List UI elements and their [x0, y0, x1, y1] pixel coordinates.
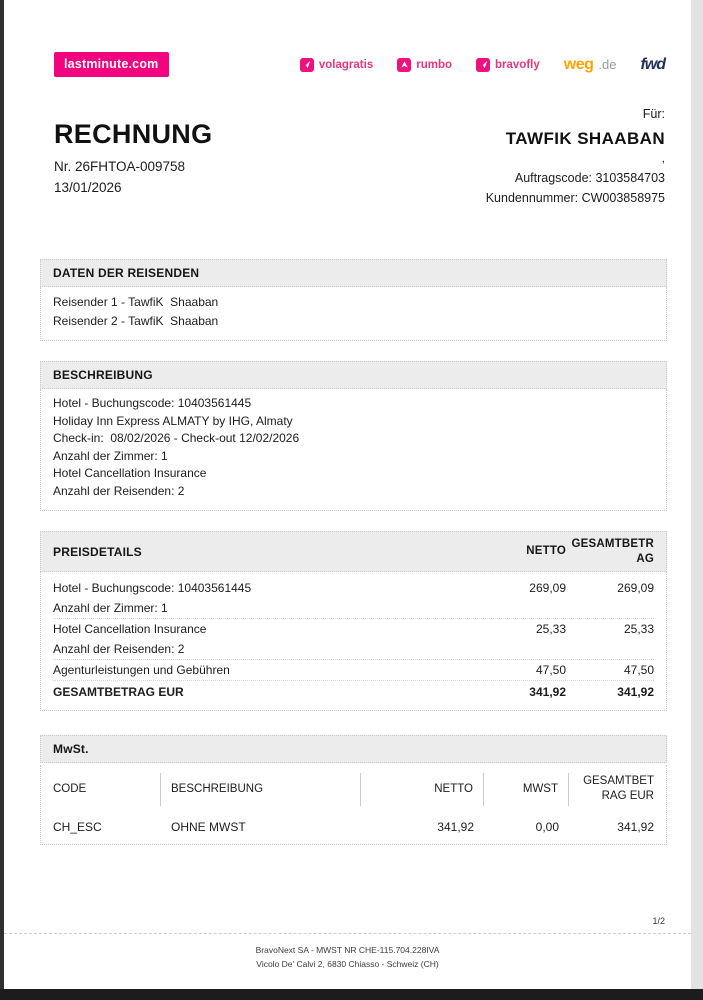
- description-line: Holiday Inn Express ALMATY by IHG, Almaty: [53, 413, 293, 428]
- volagratis-logo: [300, 58, 373, 72]
- price-total-netto: 341,92: [529, 685, 566, 700]
- vat-col-beschreibung: BESCHREIBUNG: [161, 773, 361, 806]
- description-line: Hotel - Buchungscode: 10403561445: [53, 396, 252, 410]
- lastminute-logo: lastminute.com: [54, 52, 169, 77]
- price-row-label: Hotel Cancellation Insurance: [53, 622, 207, 637]
- price-total-gesamt: 341,92: [617, 685, 654, 700]
- price-row-gesamt: 47,50: [623, 663, 654, 678]
- rumbo-logo: [397, 58, 452, 72]
- fwd-label: fwd: [640, 55, 665, 73]
- wegde-suffix: .de: [598, 57, 617, 72]
- vat-row-beschreibung: OHNE MWST: [171, 820, 246, 835]
- price-row-gesamt: 25,33: [623, 622, 654, 637]
- section-price-details: [40, 531, 667, 712]
- wegde-logo: [564, 56, 617, 74]
- description-line: Anzahl der Zimmer: 1: [53, 448, 168, 463]
- vat-row-code: CH_ESC: [53, 820, 102, 835]
- price-row-netto: 47,50: [535, 663, 566, 678]
- invoice-number: Nr. 26FHTOA-009758: [54, 159, 186, 174]
- vat-col-mwst: MWST: [484, 773, 569, 806]
- page-title: RECHNUNG: [54, 119, 213, 149]
- fwd-logo: [640, 56, 665, 74]
- price-row-gesamt: [566, 640, 654, 658]
- order-code: Auftragscode: 3103584703: [514, 171, 665, 185]
- price-row-netto: [446, 599, 566, 617]
- partner-logos: [300, 56, 665, 74]
- price-row-label: Agenturleistungen und Gebühren: [53, 663, 230, 678]
- customer-address-line: ,: [661, 151, 665, 165]
- vat-row: [43, 813, 664, 838]
- description-line: Hotel Cancellation Insurance: [53, 466, 207, 481]
- price-row: [53, 660, 654, 681]
- price-row-netto: [446, 640, 566, 658]
- customer-block: [486, 107, 665, 205]
- customer-name: TAWFIK SHAABAN: [505, 129, 665, 148]
- company-line-2: Vicolo De' Calvi 2, 6830 Chiasso - Schweiz (CH): [256, 958, 439, 969]
- price-section-title: PREISDETAILS: [53, 544, 142, 559]
- vat-row-gesamt: 341,92: [617, 820, 654, 835]
- price-row-netto: 25,33: [535, 622, 566, 637]
- price-row-label: Anzahl der Zimmer: 1: [53, 601, 168, 616]
- description-lines: [40, 389, 667, 511]
- company-footer: [4, 944, 691, 971]
- section-description: [40, 361, 667, 511]
- vat-table-header: [43, 765, 664, 813]
- rumbo-icon: [397, 58, 411, 72]
- bravofly-label: bravofly: [495, 58, 540, 71]
- vat-col-netto: NETTO: [361, 773, 484, 806]
- price-row: [53, 639, 654, 660]
- for-label: Für:: [642, 107, 665, 121]
- travelers-section-title: DATEN DER REISENDEN: [40, 259, 667, 287]
- description-section-title: BESCHREIBUNG: [40, 361, 667, 389]
- screenshot-bottom-border: [0, 989, 703, 1000]
- footer-divider: [4, 933, 691, 934]
- vat-row-mwst: 0,00: [535, 820, 559, 835]
- price-total-label: GESAMTBETRAG EUR: [53, 685, 184, 700]
- vat-col-gesamt: GESAMTBETRAG EUR: [583, 775, 654, 803]
- invoice-head: [40, 107, 667, 205]
- price-row: [53, 578, 654, 598]
- bravofly-icon: [476, 58, 490, 72]
- vat-col-code: CODE: [43, 773, 161, 806]
- brand-header: [40, 52, 667, 77]
- price-col-gesamtbetrag: GESAMTBETRAG: [571, 537, 654, 565]
- traveler-row: Reisender 2 - TawfiK Shaaban: [53, 314, 219, 328]
- description-line: Check-in: 08/02/2026 - Check-out 12/02/2026: [53, 431, 300, 446]
- invoice-date: 13/01/2026: [54, 180, 122, 195]
- price-row-netto: 269,09: [529, 581, 566, 596]
- page-indicator: 1/2: [652, 916, 665, 926]
- price-row-gesamt: 269,09: [617, 581, 654, 596]
- price-row-label: Anzahl der Reisenden: 2: [53, 642, 185, 657]
- vat-table: [40, 765, 667, 845]
- section-travelers: [40, 259, 667, 341]
- volagratis-label: volagratis: [318, 58, 374, 71]
- price-row-gesamt: [566, 599, 654, 617]
- wegde-label: weg: [563, 55, 594, 73]
- travelers-list: [40, 287, 667, 341]
- company-line-1: BravoNext SA - MWST NR CHE-115.704.228IVA: [255, 945, 440, 955]
- price-total-row: [53, 681, 654, 702]
- price-row: [53, 619, 654, 639]
- vat-section-title: MwSt.: [40, 735, 667, 763]
- screenshot-right-border: [691, 0, 703, 1000]
- volagratis-icon: [300, 58, 314, 72]
- invoice-page: [4, 0, 691, 989]
- price-row-label: Hotel - Buchungscode: 10403561445: [53, 581, 252, 596]
- section-vat: [40, 735, 667, 845]
- customer-number: Kundennummer: CW003858975: [485, 191, 665, 205]
- bravofly-logo: [476, 58, 540, 72]
- price-col-netto: NETTO: [526, 545, 566, 558]
- invoice-identity: [40, 119, 212, 205]
- traveler-row: Reisender 1 - TawfiK Shaaban: [53, 295, 219, 309]
- description-line: Anzahl der Reisenden: 2: [53, 483, 185, 498]
- rumbo-label: rumbo: [416, 58, 452, 71]
- price-row: [53, 598, 654, 619]
- vat-row-netto: 341,92: [437, 820, 474, 835]
- price-table-header: [40, 531, 667, 573]
- price-table-body: [40, 572, 667, 711]
